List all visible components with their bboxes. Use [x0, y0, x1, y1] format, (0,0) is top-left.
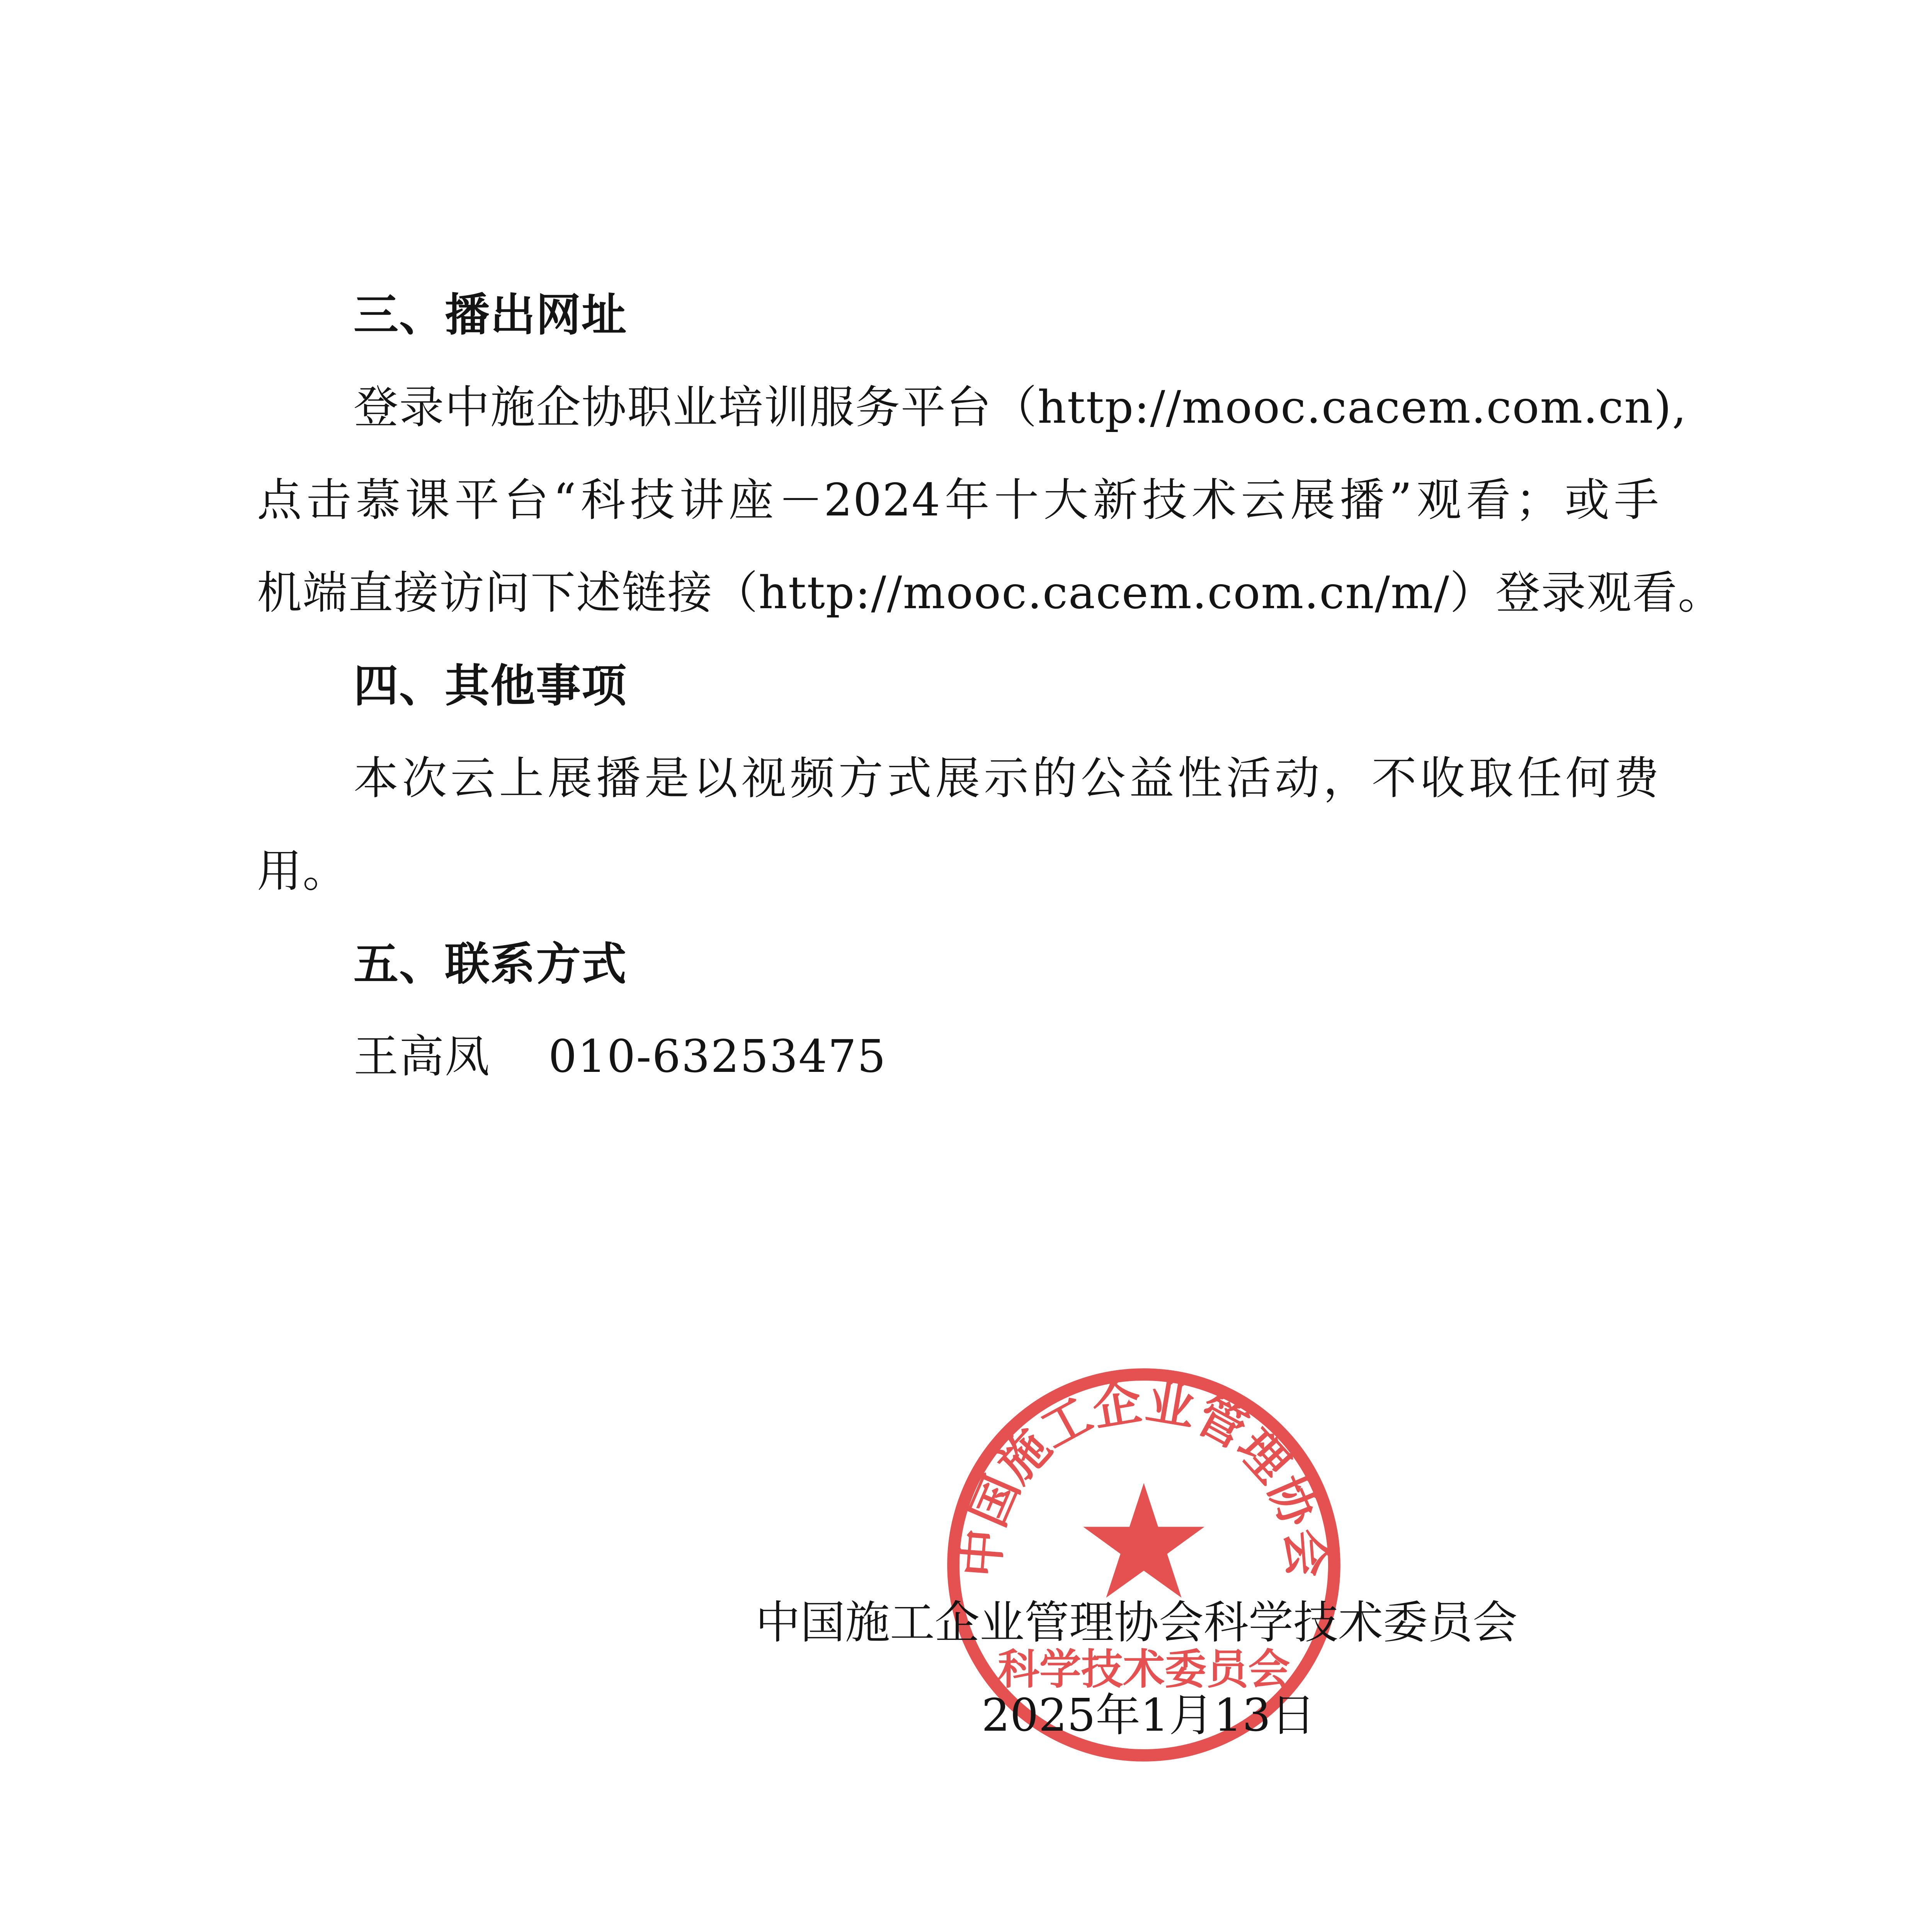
- seal-star-icon: [1083, 1483, 1204, 1598]
- contact-phone: 010-63253475: [548, 1031, 887, 1083]
- section-5-heading: 五、联系方式: [354, 938, 627, 990]
- section-3-heading: 三、播出网址: [354, 289, 627, 341]
- section-4-line-2: 用。: [257, 845, 348, 897]
- signature-date: 2025年1月13日: [981, 1689, 1316, 1742]
- section-3-line-1: 登录中施企协职业培训服务平台（http://mooc.cacem.com.cn),: [354, 381, 1687, 434]
- seal-outer-text: 中国施工企业管理协会: [954, 1376, 1333, 1580]
- section-3-line-3: 机端直接访问下述链接（http://mooc.cacem.com.cn/m/）登录观看。: [257, 567, 1724, 619]
- section-3-line-2: 点击慕课平台“科技讲座－2024年十大新技术云展播”观看；或手: [257, 474, 1660, 526]
- section-4-line-1: 本次云上展播是以视频方式展示的公益性活动，不收取任何费: [354, 752, 1660, 804]
- seal-inner-text: 科学技术委员会: [997, 1647, 1290, 1693]
- section-4-heading: 四、其他事项: [354, 660, 627, 712]
- contact-line: [354, 1030, 886, 1084]
- contact-name: 王高凤: [354, 1031, 490, 1083]
- signature-organization: 中国施工企业管理协会科学技术委员会: [755, 1597, 1517, 1649]
